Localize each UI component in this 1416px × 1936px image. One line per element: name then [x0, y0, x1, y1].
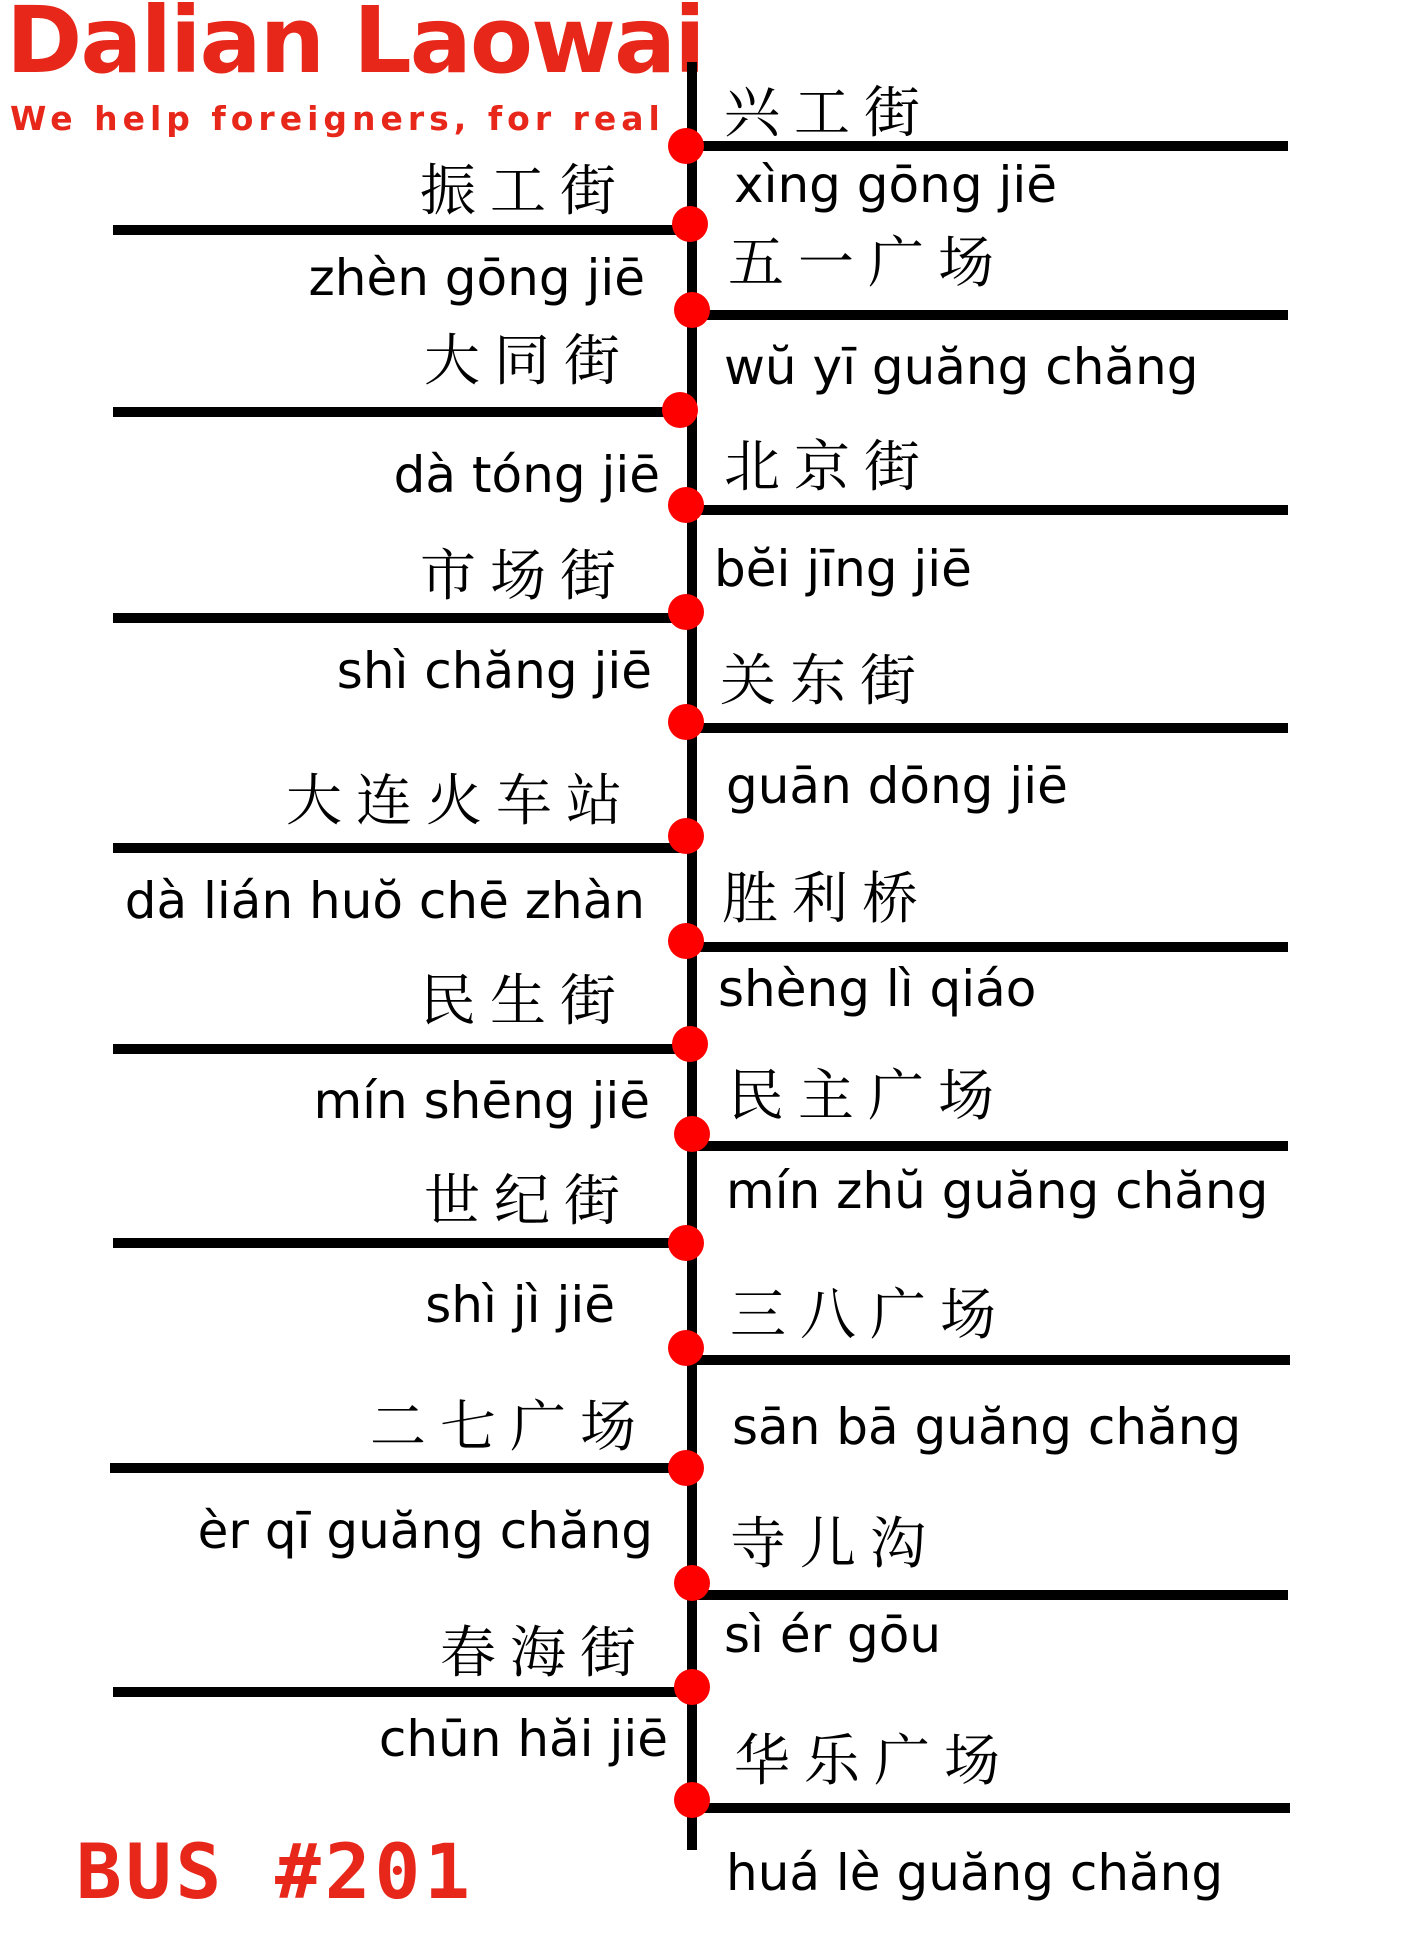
right-branch-4 [668, 649, 1288, 815]
stop-dot [668, 594, 704, 630]
stop-hanzi: 华乐广场 [734, 1729, 1014, 1794]
stop-dot [668, 487, 704, 523]
stop-hanzi: 胜利桥 [722, 867, 932, 932]
stop-hanzi: 大连火车站 [286, 769, 636, 834]
stop-hanzi: 振工街 [420, 159, 630, 224]
stop-dot [668, 1330, 704, 1366]
stop-pinyin: bĕi jīng jiē [714, 540, 972, 598]
stop-dot [672, 1026, 708, 1062]
stop-hanzi: 民生街 [420, 969, 630, 1034]
right-branch-5 [668, 867, 1288, 1018]
stop-dot [674, 1782, 710, 1818]
stop-pinyin: mín shēng jiē [313, 1072, 650, 1130]
stop-hanzi: 兴工街 [724, 81, 934, 146]
right-branch-6 [674, 1064, 1288, 1220]
bus-number-label: BUS #201 [76, 1827, 475, 1916]
left-branch-3 [113, 544, 704, 700]
brand-tagline: We help foreigners, for real [10, 99, 665, 138]
stop-hanzi: 世纪街 [424, 1169, 634, 1234]
stop-pinyin: xìng gōng jiē [734, 156, 1057, 214]
stop-hanzi: 春海街 [440, 1621, 650, 1686]
left-branch-1 [113, 159, 708, 307]
stop-hanzi: 北京街 [724, 435, 934, 500]
stop-pinyin: zhèn gōng jiē [308, 249, 645, 307]
right-branch-7 [668, 1283, 1290, 1456]
stop-hanzi: 寺儿沟 [730, 1512, 940, 1577]
stop-pinyin: sān bā guăng chăng [732, 1398, 1242, 1456]
stop-dot [668, 1450, 704, 1486]
stop-dot [668, 1225, 704, 1261]
left-branch-7 [110, 1395, 704, 1560]
left-branch-8 [113, 1621, 710, 1768]
stop-dot [668, 818, 704, 854]
left-branch-4 [113, 769, 704, 930]
left-branch-5 [113, 969, 708, 1130]
stop-hanzi: 关东街 [720, 649, 930, 714]
stop-hanzi: 民主广场 [728, 1064, 1008, 1129]
stop-dot [674, 292, 710, 328]
stop-dot [668, 923, 704, 959]
stop-hanzi: 三八广场 [730, 1283, 1010, 1348]
stop-pinyin: èr qī guăng chăng [197, 1502, 653, 1560]
stop-dot [674, 1116, 710, 1152]
stop-pinyin: huá lè guăng chăng [726, 1844, 1224, 1902]
stop-dot [674, 1565, 710, 1601]
right-branch-1 [668, 81, 1288, 214]
stop-pinyin: wŭ yī guăng chăng [724, 338, 1199, 396]
stop-pinyin: shèng lì qiáo [718, 960, 1037, 1018]
stop-pinyin: shì jì jiē [425, 1276, 615, 1334]
stop-pinyin: guān dōng jiē [726, 757, 1068, 815]
right-branch-2 [674, 231, 1288, 396]
left-branch-2 [113, 329, 698, 504]
stop-pinyin: dà tóng jiē [393, 446, 660, 504]
stop-dot [674, 1669, 710, 1705]
stop-hanzi: 二七广场 [370, 1395, 650, 1460]
stop-hanzi: 市场街 [420, 544, 630, 609]
stop-hanzi: 大同街 [424, 329, 634, 394]
stop-pinyin: dà lián huŏ chē zhàn [124, 872, 645, 930]
left-branch-6 [113, 1169, 704, 1334]
brand-name: Dalian Laowai [6, 0, 704, 94]
right-branch-3 [668, 435, 1288, 598]
right-branch-9 [674, 1729, 1290, 1902]
stop-dot [672, 206, 708, 242]
stop-pinyin: chūn hăi jiē [378, 1710, 668, 1768]
right-branch-8 [674, 1512, 1288, 1664]
stop-pinyin: mín zhŭ guăng chăng [726, 1162, 1269, 1220]
stop-pinyin: shì chăng jiē [336, 642, 652, 700]
stop-dot [668, 704, 704, 740]
stop-dot [668, 128, 704, 164]
stop-pinyin: sì ér gōu [724, 1606, 942, 1664]
stop-hanzi: 五一广场 [728, 231, 1008, 296]
stop-dot [662, 392, 698, 428]
